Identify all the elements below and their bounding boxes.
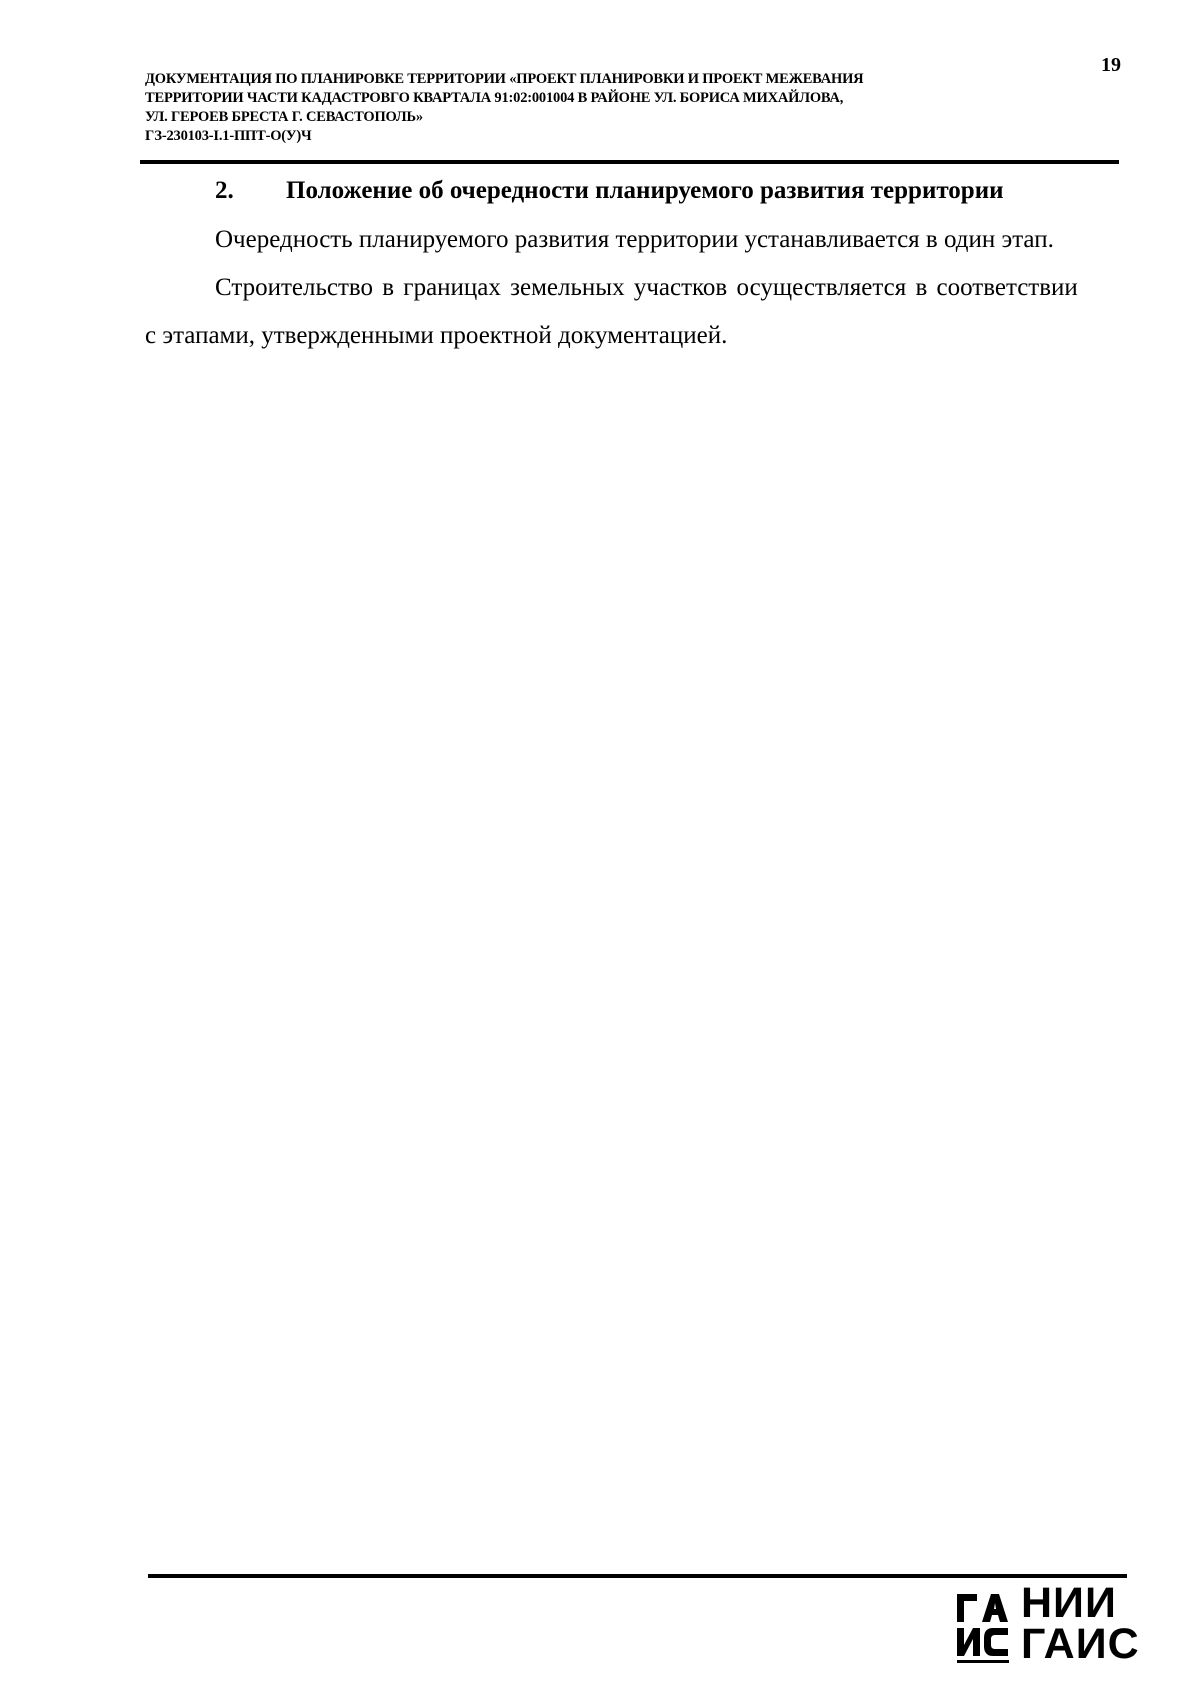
header-line: УЛ. ГЕРОЕВ БРЕСТА Г. СЕВАСТОПОЛЬ» [145,109,423,125]
header-line: ДОКУМЕНТАЦИЯ ПО ПЛАНИРОВКЕ ТЕРРИТОРИИ «ПРОЕКТ ПЛАНИРОВКИ И ПРОЕКТ МЕЖЕВАНИЯ [145,71,864,87]
section-title: Положение об очередности планируемого развития территории [286,177,1004,204]
header-line: ТЕРРИТОРИИ ЧАСТИ КАДАСТРОВГО КВАРТАЛА 91:02:001004 В РАЙОНЕ УЛ. БОРИСА МИХАЙЛОВА, [145,90,844,106]
nii-gais-logo [955,1579,1140,1668]
paragraph-continuation: с этапами, утвержденными проектной документацией. [145,322,728,349]
header-divider [140,160,1119,164]
logo-line-1: НИИ [1021,1579,1117,1627]
document-code: ГЗ-230103-I.1-ППТ-О(У)Ч [145,128,312,144]
paragraph: Очередность планируемого развития территории устанавливается в один этап. [215,226,1054,253]
document-header [145,70,1085,146]
footer-divider [148,1574,1127,1578]
section-heading [215,177,1115,205]
paragraph: Строительство в границах земельных участков осуществляется в соответствии [215,274,1078,301]
logo-wordmark [1021,1579,1140,1668]
logo-line-2: ГАИС [1021,1620,1140,1668]
section-number: 2. [215,177,234,204]
page-number: 19 [1101,54,1121,76]
gais-emblem-icon [955,1590,1015,1664]
